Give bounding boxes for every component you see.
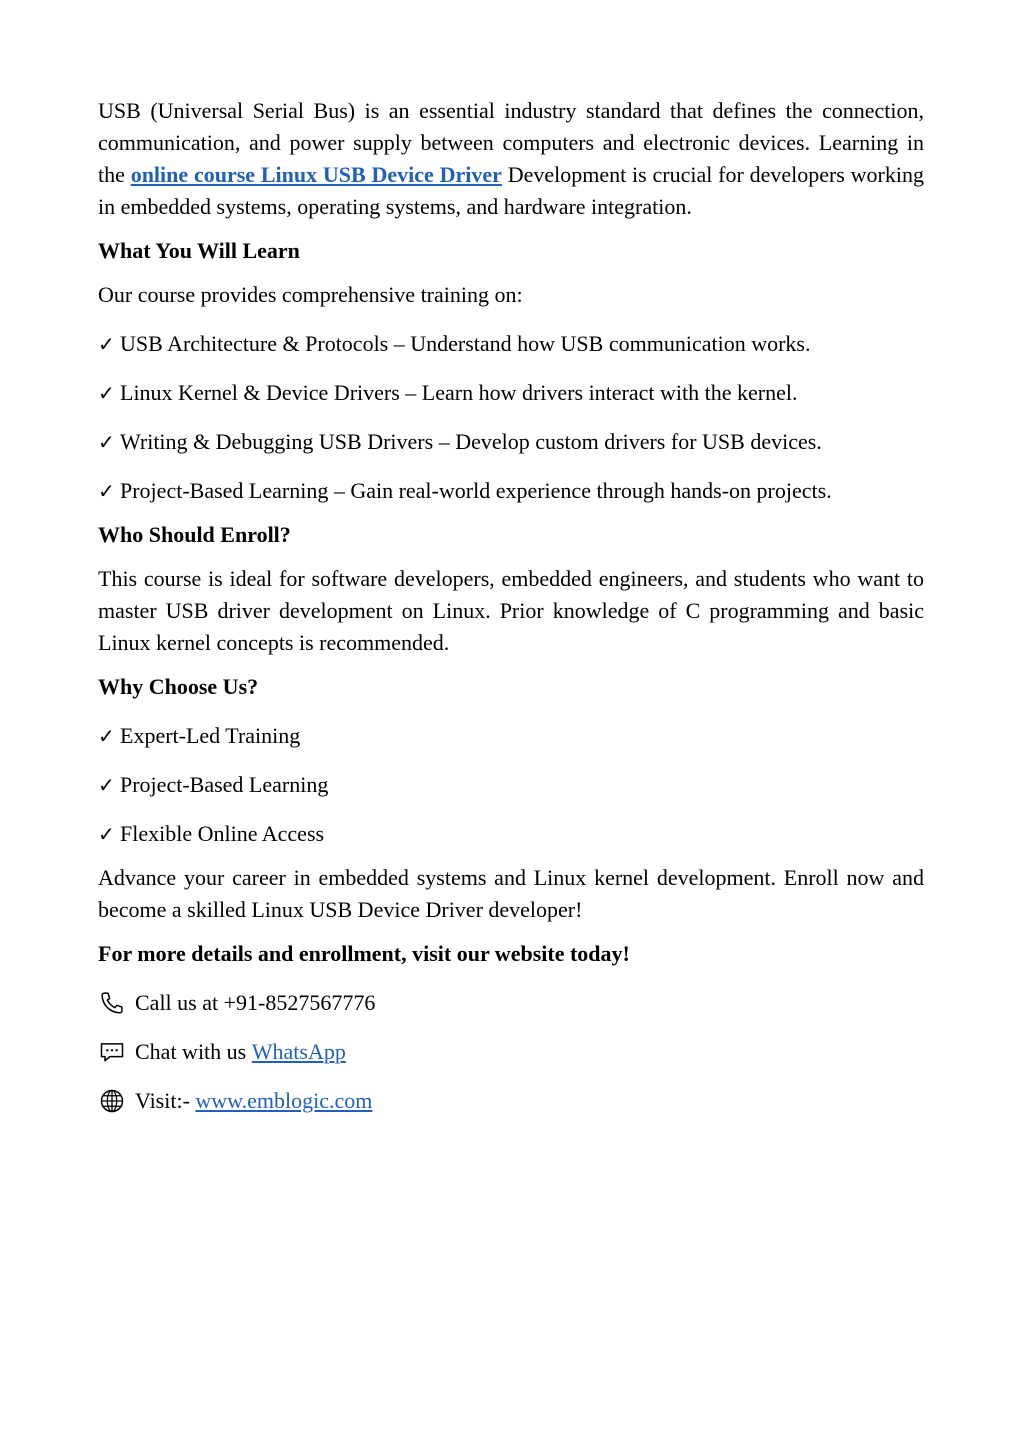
intro-text-start: USB (Universal Serial Bus) is an essential industry standard that defines the connection, communication, and power supply between computers and electronic devices. Learning in the: [98, 98, 924, 187]
checkmark-icon: ✓: [98, 332, 115, 356]
online-course-link[interactable]: online course Linux USB Device Driver: [130, 162, 502, 187]
why-item-text: Expert-Led Training: [120, 723, 301, 748]
why-item: [98, 818, 924, 850]
checkmark-icon: ✓: [98, 773, 115, 797]
website-link[interactable]: www.emblogic.com: [195, 1088, 373, 1113]
learn-item: [98, 377, 924, 409]
phone-text: Call us at +91-8527567776: [135, 990, 376, 1015]
why-choose-us-heading: Why Choose Us?: [98, 674, 259, 699]
call-to-action-text: For more details and enrollment, visit our website today!: [98, 941, 630, 966]
why-item-text: Flexible Online Access: [120, 821, 325, 846]
learn-item: [98, 475, 924, 507]
document-page: [98, 95, 924, 1117]
checkmark-icon: ✓: [98, 381, 115, 405]
who-should-enroll-heading: Who Should Enroll?: [98, 522, 291, 547]
what-you-will-learn-heading: What You Will Learn: [98, 238, 300, 263]
globe-icon: [98, 1087, 126, 1115]
whatsapp-contact: [98, 1036, 924, 1068]
learn-item-text: Linux Kernel & Device Drivers – Learn how drivers interact with the kernel.: [120, 380, 798, 405]
learn-item-text: Project-Based Learning – Gain real-world experience through hands-on projects.: [120, 478, 832, 503]
why-item: [98, 769, 924, 801]
visit-text: Visit:-: [135, 1088, 196, 1113]
intro-text-end: Development is crucial for developers working in embedded systems, operating systems, and hardware integration.: [98, 162, 924, 219]
checkmark-icon: ✓: [98, 822, 115, 846]
why-item: [98, 720, 924, 752]
learn-item-text: Writing & Debugging USB Drivers – Develop custom drivers for USB devices.: [120, 429, 822, 454]
checkmark-icon: ✓: [98, 479, 115, 503]
phone-contact: [98, 987, 924, 1019]
closing-paragraph: Advance your career in embedded systems and Linux kernel development. Enroll now and become a skilled Linux USB Device Driver developer!: [98, 865, 924, 922]
chat-icon: [98, 1038, 126, 1066]
checkmark-icon: ✓: [98, 724, 115, 748]
why-item-text: Project-Based Learning: [120, 772, 329, 797]
learn-lead-text: Our course provides comprehensive training on:: [98, 282, 523, 307]
checkmark-icon: ✓: [98, 430, 115, 454]
learn-item-text: USB Architecture & Protocols – Understand how USB communication works.: [120, 331, 811, 356]
chat-text: Chat with us: [135, 1039, 252, 1064]
website-contact: [98, 1085, 924, 1117]
phone-icon: [98, 989, 126, 1017]
learn-item: [98, 426, 924, 458]
whatsapp-link[interactable]: WhatsApp: [251, 1039, 346, 1064]
enroll-paragraph: This course is ideal for software developers, embedded engineers, and students who want to master USB driver development on Linux. Prior knowledge of C programming and basic Linux kernel concepts is recommended.: [98, 566, 924, 655]
learn-item: [98, 328, 924, 360]
intro-paragraph: [98, 95, 924, 223]
